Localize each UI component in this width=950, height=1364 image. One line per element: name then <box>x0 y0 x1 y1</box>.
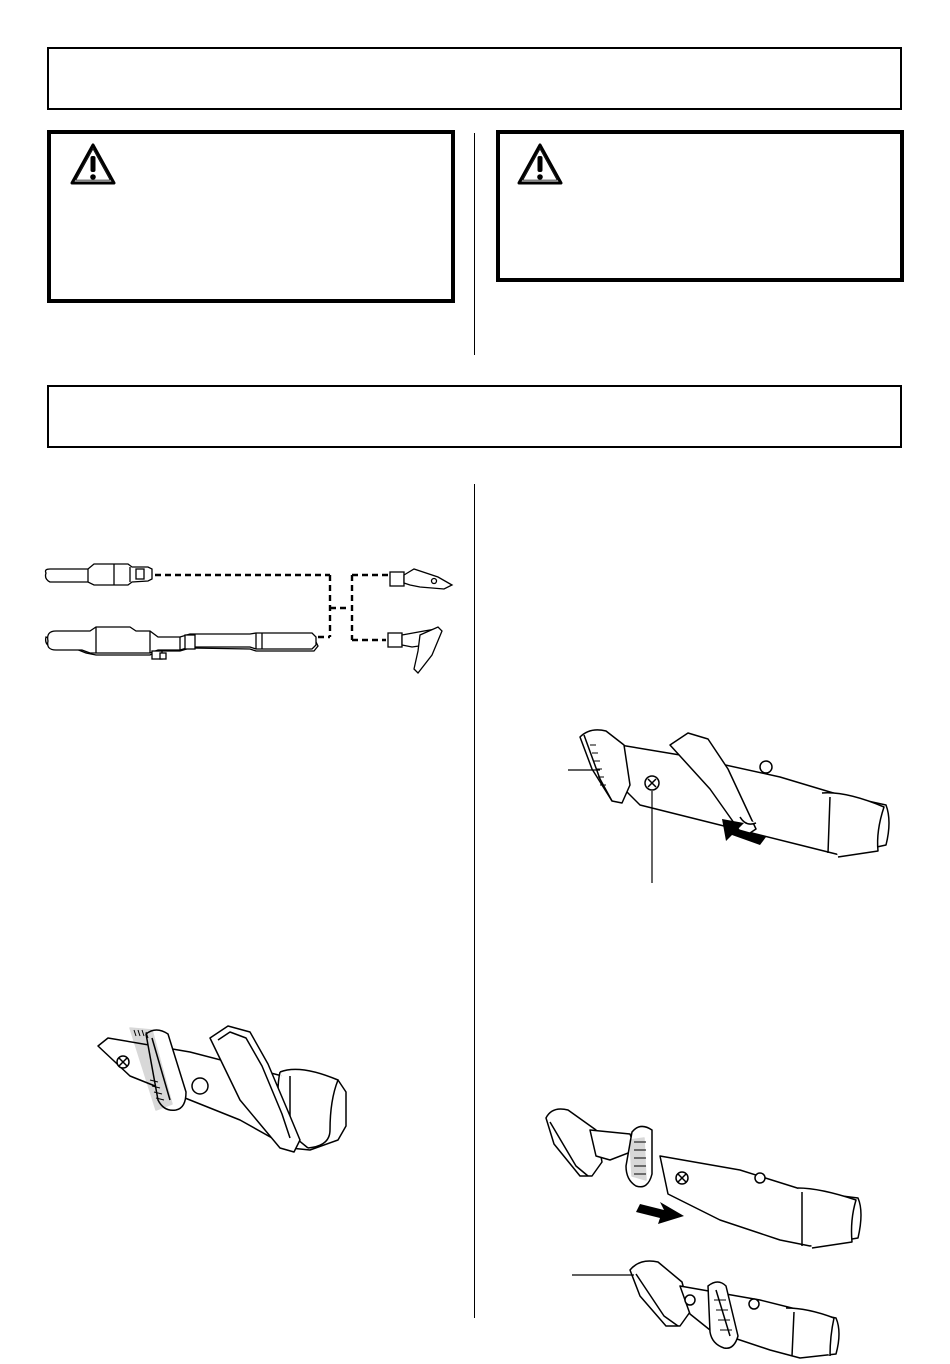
middle-header-box <box>47 385 902 448</box>
warning-triangle-icon <box>69 142 117 186</box>
brush-removal-illustration <box>540 1100 870 1360</box>
warning-triangle-icon <box>516 142 564 186</box>
brush-insert-illustration <box>560 725 900 885</box>
crevice-brush-tool-illustration <box>90 1020 360 1170</box>
warning-box-right <box>496 130 904 282</box>
top-header-box <box>47 47 902 110</box>
column-divider-top <box>474 133 475 355</box>
warning-box-left <box>47 130 455 303</box>
tools-overview-diagram <box>40 555 460 680</box>
column-divider-bottom <box>474 484 475 1318</box>
